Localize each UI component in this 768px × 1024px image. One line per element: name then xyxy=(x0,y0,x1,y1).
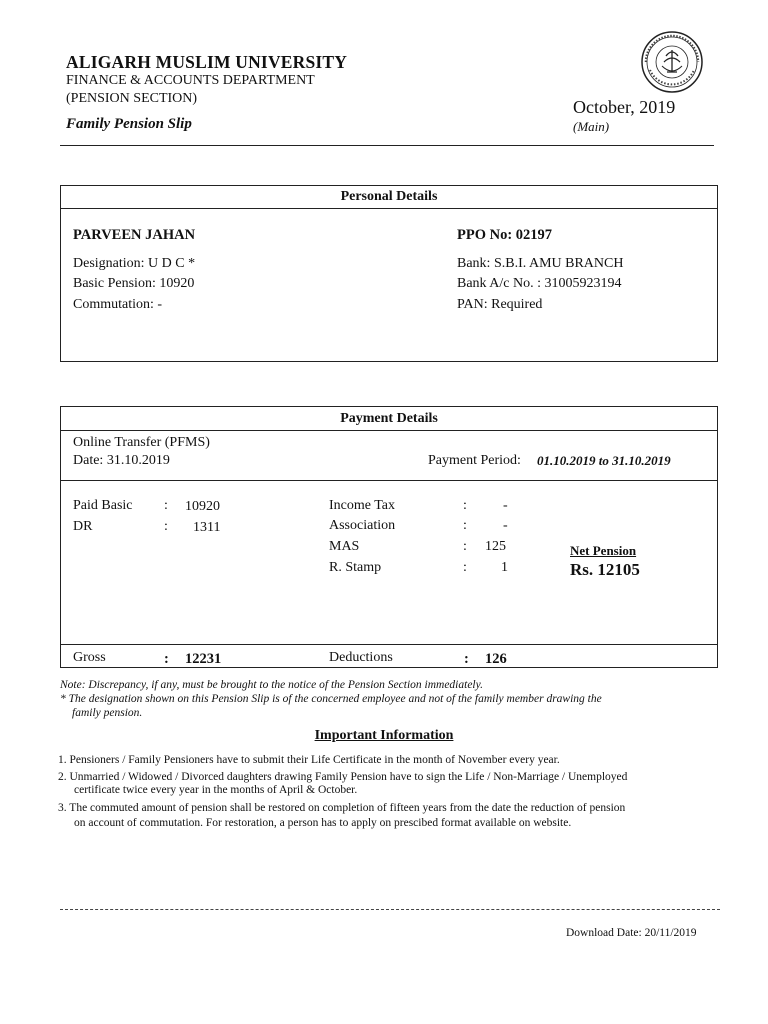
deduction-value: - xyxy=(503,518,508,533)
payment-date: Date: 31.10.2019 xyxy=(73,453,170,468)
basic-pension: Basic Pension: 10920 xyxy=(73,276,195,291)
earning-label: DR xyxy=(73,519,93,534)
payment-period-value: 01.10.2019 to 31.10.2019 xyxy=(537,453,671,468)
payment-period-label: Payment Period: xyxy=(428,453,521,468)
slip-month: October, 2019 xyxy=(573,97,676,117)
earning-label: Paid Basic xyxy=(73,498,133,513)
payment-divider xyxy=(61,480,717,481)
bank-account: Bank A/c No. : 31005923194 xyxy=(457,276,622,291)
earning-value: 1311 xyxy=(193,520,221,535)
header-rule xyxy=(60,145,714,146)
info-item-3-cont: on account of commutation. For restoration, a person has to apply on prescibed format available on website. xyxy=(74,817,572,829)
info-item-1: 1. Pensioners / Family Pensioners have to submit their Life Certificate in the month of November every year. xyxy=(58,754,560,766)
earning-colon: : xyxy=(164,519,168,534)
deduction-colon: : xyxy=(463,539,467,554)
deduction-value: 1 xyxy=(501,560,508,575)
earning-value: 10920 xyxy=(185,499,220,514)
deduction-label: Association xyxy=(329,518,396,533)
payment-details-heading: Payment Details xyxy=(61,407,717,431)
section-name: (PENSION SECTION) xyxy=(66,91,198,106)
earning-colon: : xyxy=(164,498,168,513)
discrepancy-note: Note: Discrepancy, if any, must be brought to the notice of the Pension Section immediately. xyxy=(60,679,483,691)
deduction-label: R. Stamp xyxy=(329,560,382,575)
info-item-3: 3. The commuted amount of pension shall be restored on completion of fifteen years from the date the reduction of pension xyxy=(58,802,626,814)
department-name: FINANCE & ACCOUNTS DEPARTMENT xyxy=(66,73,315,88)
slip-title: Family Pension Slip xyxy=(66,116,192,132)
deductions-total-value: 126 xyxy=(485,651,507,667)
totals-divider xyxy=(61,644,717,645)
deductions-total-label: Deductions xyxy=(329,650,393,665)
personal-details-box xyxy=(60,185,718,362)
designation-note: * The designation shown on this Pension Slip is of the concerned employee and not of the family member drawing the xyxy=(60,693,602,705)
slip-tag: (Main) xyxy=(573,119,610,134)
info-item-2-cont: certificate twice every year in the months of April & October. xyxy=(74,784,358,796)
info-item-2: 2. Unmarried / Widowed / Divorced daughters drawing Family Pension have to sign the Life / Non-Marriage / Unemployed xyxy=(58,771,628,783)
personal-details-heading: Personal Details xyxy=(61,186,717,209)
deduction-label: MAS xyxy=(329,539,360,554)
pan-status: PAN: Required xyxy=(457,297,543,312)
pensioner-name: PARVEEN JAHAN xyxy=(73,227,196,243)
important-info-heading: Important Information xyxy=(314,728,454,743)
deduction-value: - xyxy=(503,498,508,513)
gross-value: 12231 xyxy=(185,651,222,667)
commutation: Commutation: - xyxy=(73,297,163,312)
designation: Designation: U D C * xyxy=(73,256,196,271)
deductions-total-colon: : xyxy=(464,651,469,667)
deduction-colon: : xyxy=(463,560,467,575)
deduction-value: 125 xyxy=(485,539,506,554)
gross-colon: : xyxy=(164,651,169,667)
download-date: Download Date: 20/11/2019 xyxy=(566,927,697,939)
net-pension-label: Net Pension xyxy=(570,543,637,558)
designation-note-cont: family pension. xyxy=(72,707,143,719)
university-seal-icon xyxy=(640,30,704,94)
payment-details-box xyxy=(60,406,718,668)
payment-mode: Online Transfer (PFMS) xyxy=(73,435,210,450)
footer-divider xyxy=(60,909,720,910)
bank-name: Bank: S.B.I. AMU BRANCH xyxy=(457,256,624,271)
deduction-label: Income Tax xyxy=(329,498,396,513)
gross-label: Gross xyxy=(73,650,106,665)
ppo-number: PPO No: 02197 xyxy=(457,227,553,243)
deduction-colon: : xyxy=(463,498,467,513)
net-pension-value: Rs. 12105 xyxy=(570,560,640,579)
deduction-colon: : xyxy=(463,518,467,533)
university-name: ALIGARH MUSLIM UNIVERSITY xyxy=(66,52,348,72)
